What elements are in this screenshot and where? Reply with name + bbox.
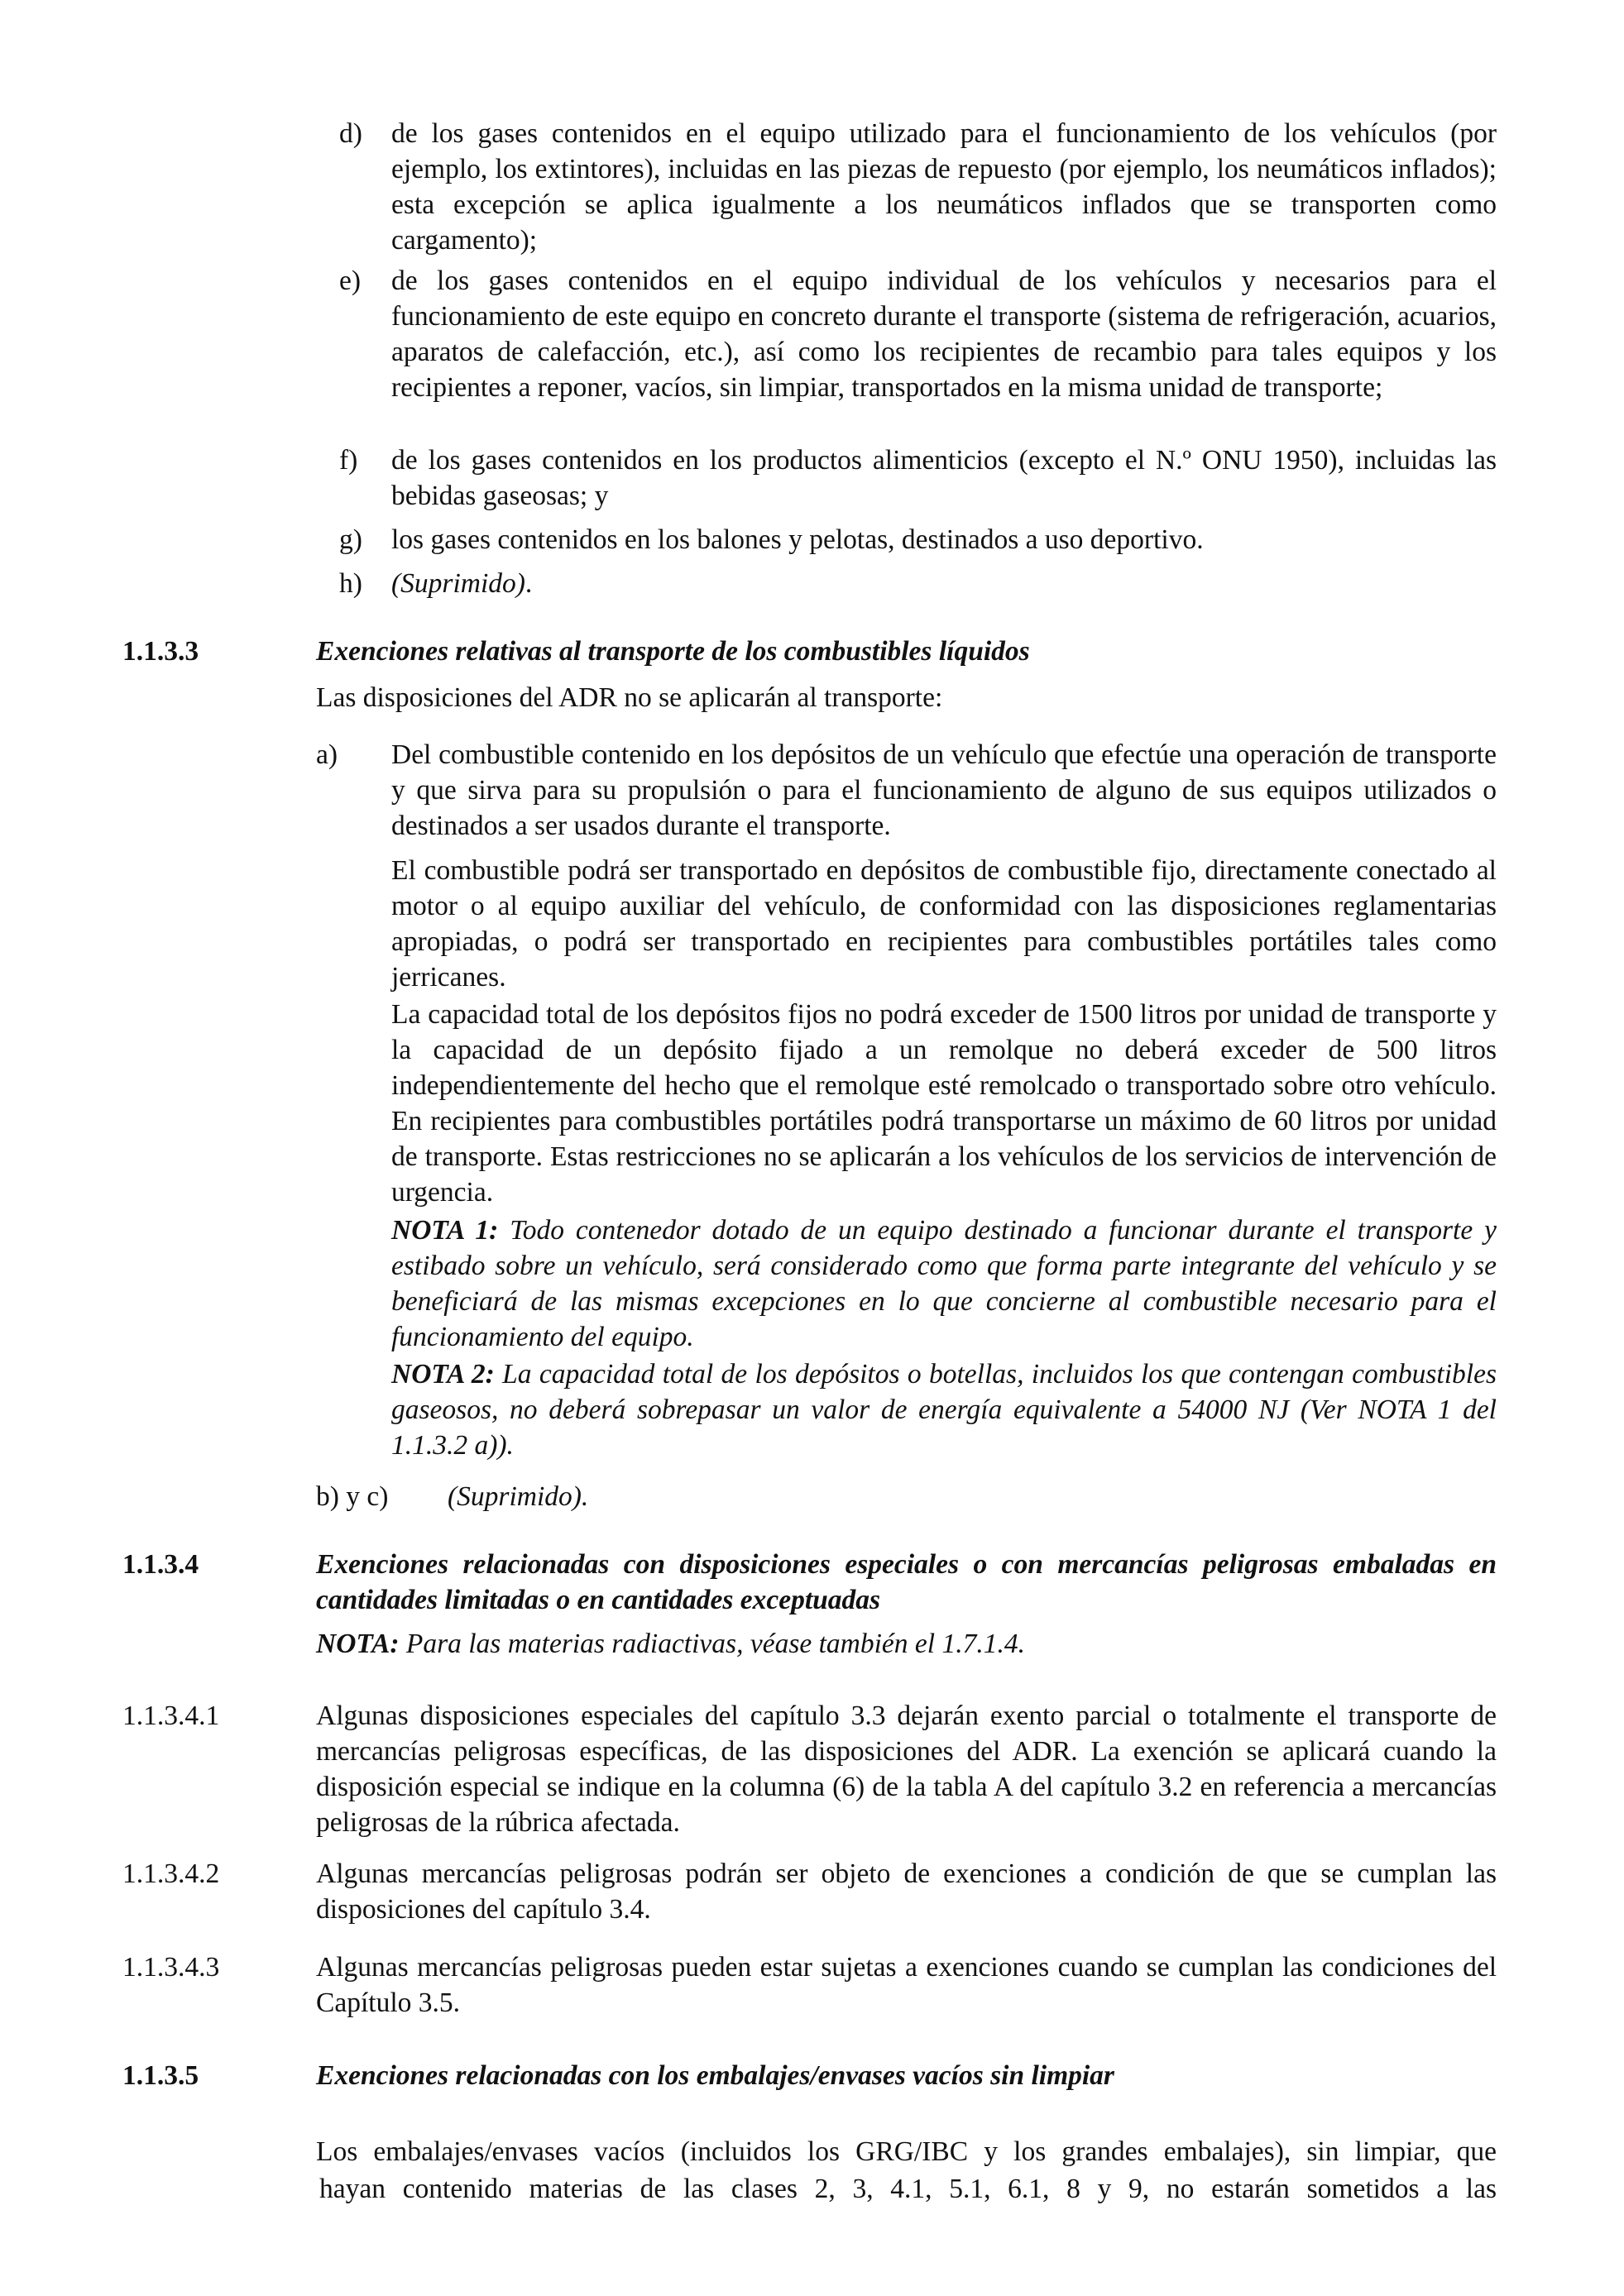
list-item-f: de los gases contenidos en los productos alimenticios (excepto el N.º ONU 1950), incluidas las bebidas gaseosas; y (391, 445, 1497, 511)
note-1 (391, 1213, 1497, 1355)
list-item-h-suffix: . (525, 568, 533, 599)
section-number-1.1.3.4.2: 1.1.3.4.2 (122, 1858, 220, 1889)
list-label-a: a) (316, 739, 338, 770)
section-note-label: NOTA: (316, 1629, 400, 1659)
section-number-1.1.3.4: 1.1.3.4 (122, 1549, 199, 1580)
section-number-1.1.3.4.3: 1.1.3.4.3 (122, 1952, 220, 1983)
section-title-1.1.3.4: Exenciones relacionadas con disposiciones especiales o con mercancías peligrosas embaladas en cantidades limitadas o en cantidades exceptuadas (316, 1549, 1497, 1615)
list-item-a: Del combustible contenido en los depósitos de un vehículo que efectúe una operación de transporte y que sirva para su propulsión o para el funcionamiento de alguno de sus equipos utilizados o destinados a ser usados durante el transporte. (391, 739, 1497, 841)
section-note-text: Para las materias radiactivas, véase también el 1.7.1.4. (405, 1629, 1025, 1659)
list-label-e: e) (339, 265, 362, 296)
paragraph-capacity: La capacidad total de los depósitos fijos no podrá exceder de 1500 litros por unidad de transporte y la capacidad de un depósito fijado a un remolque no deberá exceder de 500 litros independientemente del hecho que el remolque esté remolcado o transportado sobre otro vehículo. En recipientes para combustibles portátiles podrá transportarse un máximo de 60 litros por unidad de transporte. Estas restricciones no se aplicarán a los vehículos de los servicios de intervención de urgencia. (391, 999, 1497, 1208)
list-item-g: los gases contenidos en los balones y pelotas, destinados a uso deportivo. (391, 524, 1204, 555)
note-2-label: NOTA 2: (391, 1359, 495, 1390)
list-item-h-text: (Suprimido) (391, 568, 525, 599)
section-number-1.1.3.3: 1.1.3.3 (122, 636, 199, 667)
section-title-1.1.3.3: Exenciones relativas al transporte de los combustibles líquidos (316, 636, 1030, 667)
section-text-1.1.3.5-line2: hayan contenido materias de las clases 2, 3, 4.1, 5.1, 6.1, 8 y 9, no estarán sometidos a las (319, 2174, 1497, 2204)
section-text-1.1.3.4.1: Algunas disposiciones especiales del capítulo 3.3 dejarán exento parcial o totalmente el transporte de mercancías peligrosas específicas, de las disposiciones del ADR. La exención se aplicará cuando la disposición especial se indique en la columna (6) de la tabla A del capítulo 3.2 en referencia a mercancías peligrosas de la rúbrica afectada. (316, 1700, 1497, 1838)
list-label-d: d) (339, 118, 362, 149)
list-item-bc: (Suprimido). (448, 1481, 589, 1512)
list-label-g: g) (339, 524, 362, 555)
note-1-label: NOTA 1: (391, 1215, 499, 1246)
list-label-h: h) (339, 568, 362, 599)
list-item-e: de los gases contenidos en el equipo individual de los vehículos y necesarios para el funcionamiento de este equipo en concreto durante el transporte (sistema de refrigeración, acuarios, aparatos de calefacción, etc.), así como los recipientes de recambio para tales equipos y los recipientes a reponer, vacíos, sin limpiar, transportados en la misma unidad de transporte; (391, 265, 1497, 403)
section-text-1.1.3.4.3: Algunas mercancías peligrosas pueden estar sujetas a exenciones cuando se cumplan las condiciones del Capítulo 3.5. (316, 1952, 1497, 2018)
paragraph-fuel-tanks: El combustible podrá ser transportado en depósitos de combustible fijo, directamente conectado al motor o al equipo auxiliar del vehículo, de conformidad con las disposiciones reglamentarias apropiadas, o podrá ser transportado en recipientes para combustibles portátiles tales como jerricanes. (391, 855, 1497, 993)
note-2 (391, 1356, 1497, 1463)
list-label-f: f) (339, 445, 358, 476)
list-item-d: de los gases contenidos en el equipo utilizado para el funcionamiento de los vehículos (por ejemplo, los extintores), incluidas en las piezas de repuesto (por ejemplo, los neumáticos inflados); esta excepción se aplica igualmente a los neumáticos inflados que se transporten como cargamento); (391, 118, 1497, 256)
section-text-1.1.3.4.2: Algunas mercancías peligrosas podrán ser objeto de exenciones a condición de que se cumplan las disposiciones del capítulo 3.4. (316, 1858, 1497, 1925)
section-number-1.1.3.5: 1.1.3.5 (122, 2060, 199, 2091)
section-note-1.1.3.4 (316, 1626, 1497, 1662)
section-title-1.1.3.5: Exenciones relacionadas con los embalajes/envases vacíos sin limpiar (316, 2060, 1114, 2091)
section-number-1.1.3.4.1: 1.1.3.4.1 (122, 1700, 220, 1731)
note-2-text: La capacidad total de los depósitos o botellas, incluidos los que contengan combustibles gaseosos, no deberá sobrepasar un valor de energía equivalente a 54000 NJ (Ver NOTA 1 del 1.1.3.2 a)). (391, 1359, 1497, 1461)
list-item-h (391, 566, 1497, 601)
note-1-text: Todo contenedor dotado de un equipo destinado a funcionar durante el transporte y estibado sobre un vehículo, será considerado como que forma parte integrante del vehículo y se beneficiará de las mismas excepciones en lo que concierne al combustible necesario para el funcionamiento del equipo. (391, 1215, 1497, 1352)
section-text-1.1.3.5-line1: Los embalajes/envases vacíos (incluidos los GRG/IBC y los grandes embalajes), sin limpiar, que (316, 2136, 1497, 2167)
list-label-bc: b) y c) (316, 1481, 389, 1512)
section-intro-1.1.3.3: Las disposiciones del ADR no se aplicarán al transporte: (316, 682, 943, 713)
